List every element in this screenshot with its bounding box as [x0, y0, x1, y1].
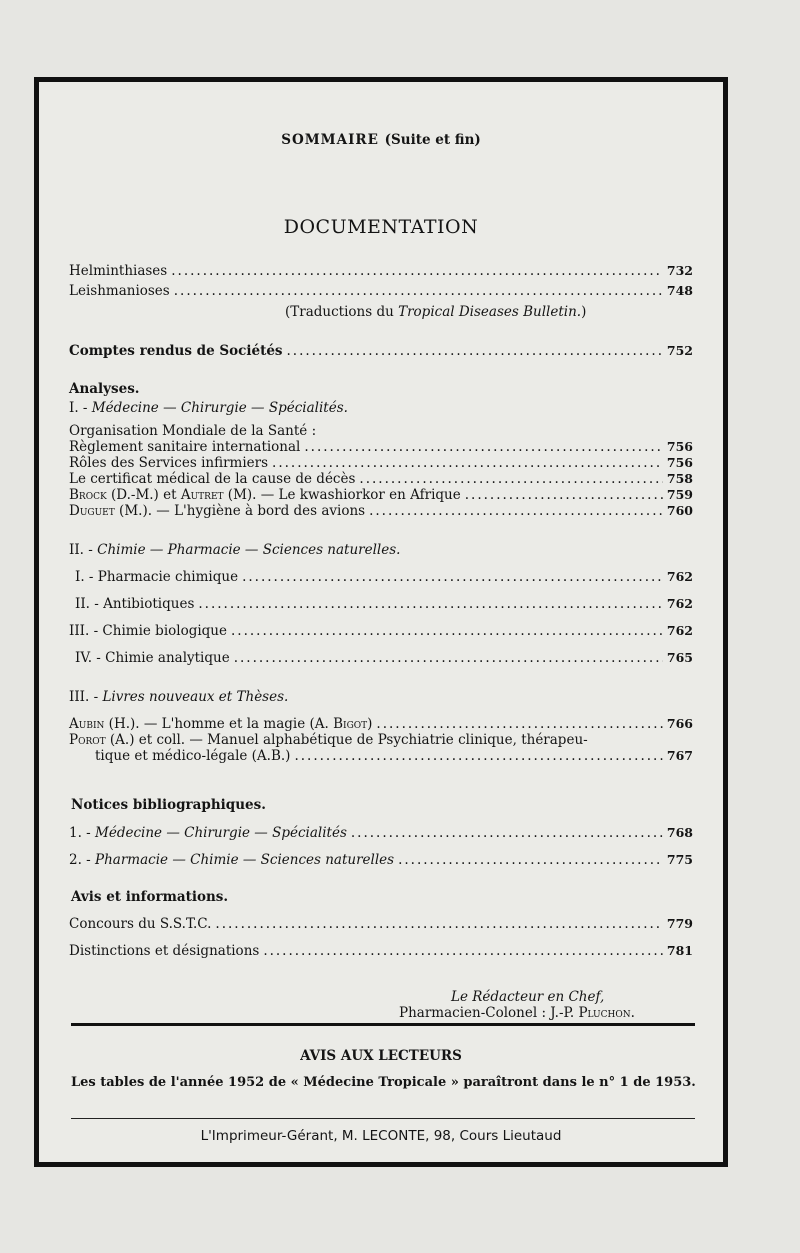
signature-rank: Pharmacien-Colonel : J.-P.	[399, 1005, 579, 1021]
avis-lecteurs-text: Les tables de l'année 1952 de « Médecine Tropicale » paraîtront dans le n° 1 de 1953.	[71, 1075, 696, 1090]
entry-page: 775	[666, 852, 693, 867]
analyses-heading: Analyses.	[69, 381, 140, 397]
oms-heading: Organisation Mondiale de la Santé :	[69, 423, 317, 439]
toc-entry-porot-line1	[69, 732, 588, 748]
entry-label	[69, 503, 365, 519]
author-name: Porot	[69, 732, 106, 748]
entry-label: Comptes rendus de Sociétés	[69, 343, 283, 359]
section-title: Médecine — Chirurgie — Spécialités.	[91, 400, 348, 416]
toc-entry-porot-line2	[95, 748, 693, 764]
entry-label: II. - Antibiotiques	[75, 596, 195, 612]
toc-entry-chimie-biologique	[69, 623, 693, 639]
toc-entry-duguet	[69, 503, 693, 519]
section-title: Chimie — Pharmacie — Sciences naturelles.	[97, 542, 401, 558]
entry-page: 779	[666, 916, 693, 931]
printer-line: L'Imprimeur-Gérant, M. LECONTE, 98, Cours Lieutaud	[200, 1128, 562, 1144]
entry-title: (M). — Le kwashiorkor en Afrique	[223, 487, 461, 503]
toc-entry-helminthiases	[69, 263, 693, 279]
signature-name	[399, 1005, 635, 1021]
entry-page: 766	[666, 716, 693, 731]
section-number: 1. -	[69, 825, 96, 841]
avis-heading: Avis et informations.	[71, 889, 229, 905]
toc-entry-notices-pharmacie	[69, 852, 693, 868]
toc-entry-aubin	[69, 716, 693, 732]
entry-label: Distinctions et désignations	[69, 943, 260, 959]
toc-entry-chimie-analytique	[75, 650, 693, 666]
entry-title: (H.). — L'homme et la magie (A.	[104, 716, 334, 732]
section-title: Médecine — Chirurgie — Spécialités	[95, 825, 347, 841]
entry-title: (A.) et coll. — Manuel alphabétique de Psychiatrie clinique, thérapeu-	[105, 732, 588, 748]
entry-label: III. - Chimie biologique	[69, 623, 227, 639]
sommaire-word: SOMMAIRE	[281, 132, 379, 148]
analyses-section-1	[69, 400, 348, 416]
author-name: Aubin	[69, 716, 105, 732]
toc-entry-leishmanioses	[69, 283, 693, 299]
entry-page: 759	[666, 487, 693, 502]
entry-page: 752	[666, 343, 693, 358]
note-prefix: (Traductions du	[285, 304, 399, 320]
entry-page: 767	[666, 748, 693, 763]
section-number: 2. -	[69, 852, 96, 868]
entry-label: Helminthiases	[69, 263, 168, 279]
avis-lecteurs-title: AVIS AUX LECTEURS	[300, 1048, 462, 1064]
entry-page: 781	[666, 943, 693, 958]
toc-entry-comptes-rendus	[69, 343, 693, 359]
entry-page: 748	[666, 283, 693, 298]
toc-entry-antibiotiques	[75, 596, 693, 612]
toc-entry-distinctions	[69, 943, 693, 959]
suite-et-fin: (Suite et fin)	[384, 132, 481, 148]
toc-entry-brock	[69, 487, 693, 503]
section-number: II. -	[69, 542, 98, 558]
entry-title: (M.). — L'hygiène à bord des avions	[114, 503, 366, 519]
closing-paren: )	[367, 716, 373, 732]
author-name: Brock	[69, 487, 107, 503]
entry-label: Rôles des Services infirmiers	[69, 455, 269, 471]
entry-page: 758	[666, 471, 693, 486]
signature-title: Le Rédacteur en Chef,	[451, 989, 605, 1005]
entry-page: 762	[666, 596, 693, 611]
analyses-section-2	[69, 542, 400, 558]
section-title: Livres nouveaux et Thèses.	[102, 689, 289, 705]
divider-thin	[71, 1118, 695, 1119]
author-name: Duguet	[69, 503, 115, 519]
divider-thick	[71, 1023, 695, 1026]
toc-entry-roles	[69, 455, 693, 471]
toc-entry-pharmacie-chimique	[75, 569, 693, 585]
entry-page: 762	[666, 623, 693, 638]
note-suffix: )	[581, 304, 587, 320]
entry-label: Règlement sanitaire international	[69, 439, 301, 455]
reviewer-name: Bigot	[333, 716, 368, 732]
author-name: Autret	[180, 487, 224, 503]
page-frame	[34, 77, 728, 1167]
entry-page: 756	[666, 439, 693, 454]
entry-label	[69, 716, 372, 732]
entry-label	[69, 825, 347, 841]
entry-label: tique et médico-légale (A.B.)	[95, 748, 291, 764]
entry-label: I. - Pharmacie chimique	[75, 569, 239, 585]
entry-page: 732	[666, 263, 693, 278]
documentation-title: DOCUMENTATION	[283, 216, 479, 238]
entry-page: 765	[666, 650, 693, 665]
entry-label: IV. - Chimie analytique	[75, 650, 230, 666]
signature-surname: Pluchon.	[578, 1005, 635, 1021]
author-initials: (D.-M.) et	[106, 487, 181, 503]
entry-page: 768	[666, 825, 693, 840]
entry-page: 756	[666, 455, 693, 470]
entry-page: 762	[666, 569, 693, 584]
traductions-note	[285, 304, 586, 320]
section-title: Pharmacie — Chimie — Sciences naturelles	[95, 852, 395, 868]
notices-heading: Notices bibliographiques.	[71, 797, 266, 813]
section-number: I. -	[69, 400, 92, 416]
entry-label: Concours du S.S.T.C.	[69, 916, 212, 932]
sommaire-title	[39, 132, 723, 148]
toc-entry-reglement	[69, 439, 693, 455]
note-italic: Tropical Diseases Bulletin.	[398, 304, 582, 320]
toc-entry-certificat	[69, 471, 693, 487]
toc-entry-notices-medecine	[69, 825, 693, 841]
entry-page: 760	[666, 503, 693, 518]
entry-label	[69, 852, 394, 868]
entry-label: Leishmanioses	[69, 283, 170, 299]
entry-label: Le certificat médical de la cause de décès	[69, 471, 356, 487]
section-number: III. -	[69, 689, 103, 705]
entry-label	[69, 487, 461, 503]
analyses-section-3	[69, 689, 288, 705]
toc-entry-concours	[69, 916, 693, 932]
